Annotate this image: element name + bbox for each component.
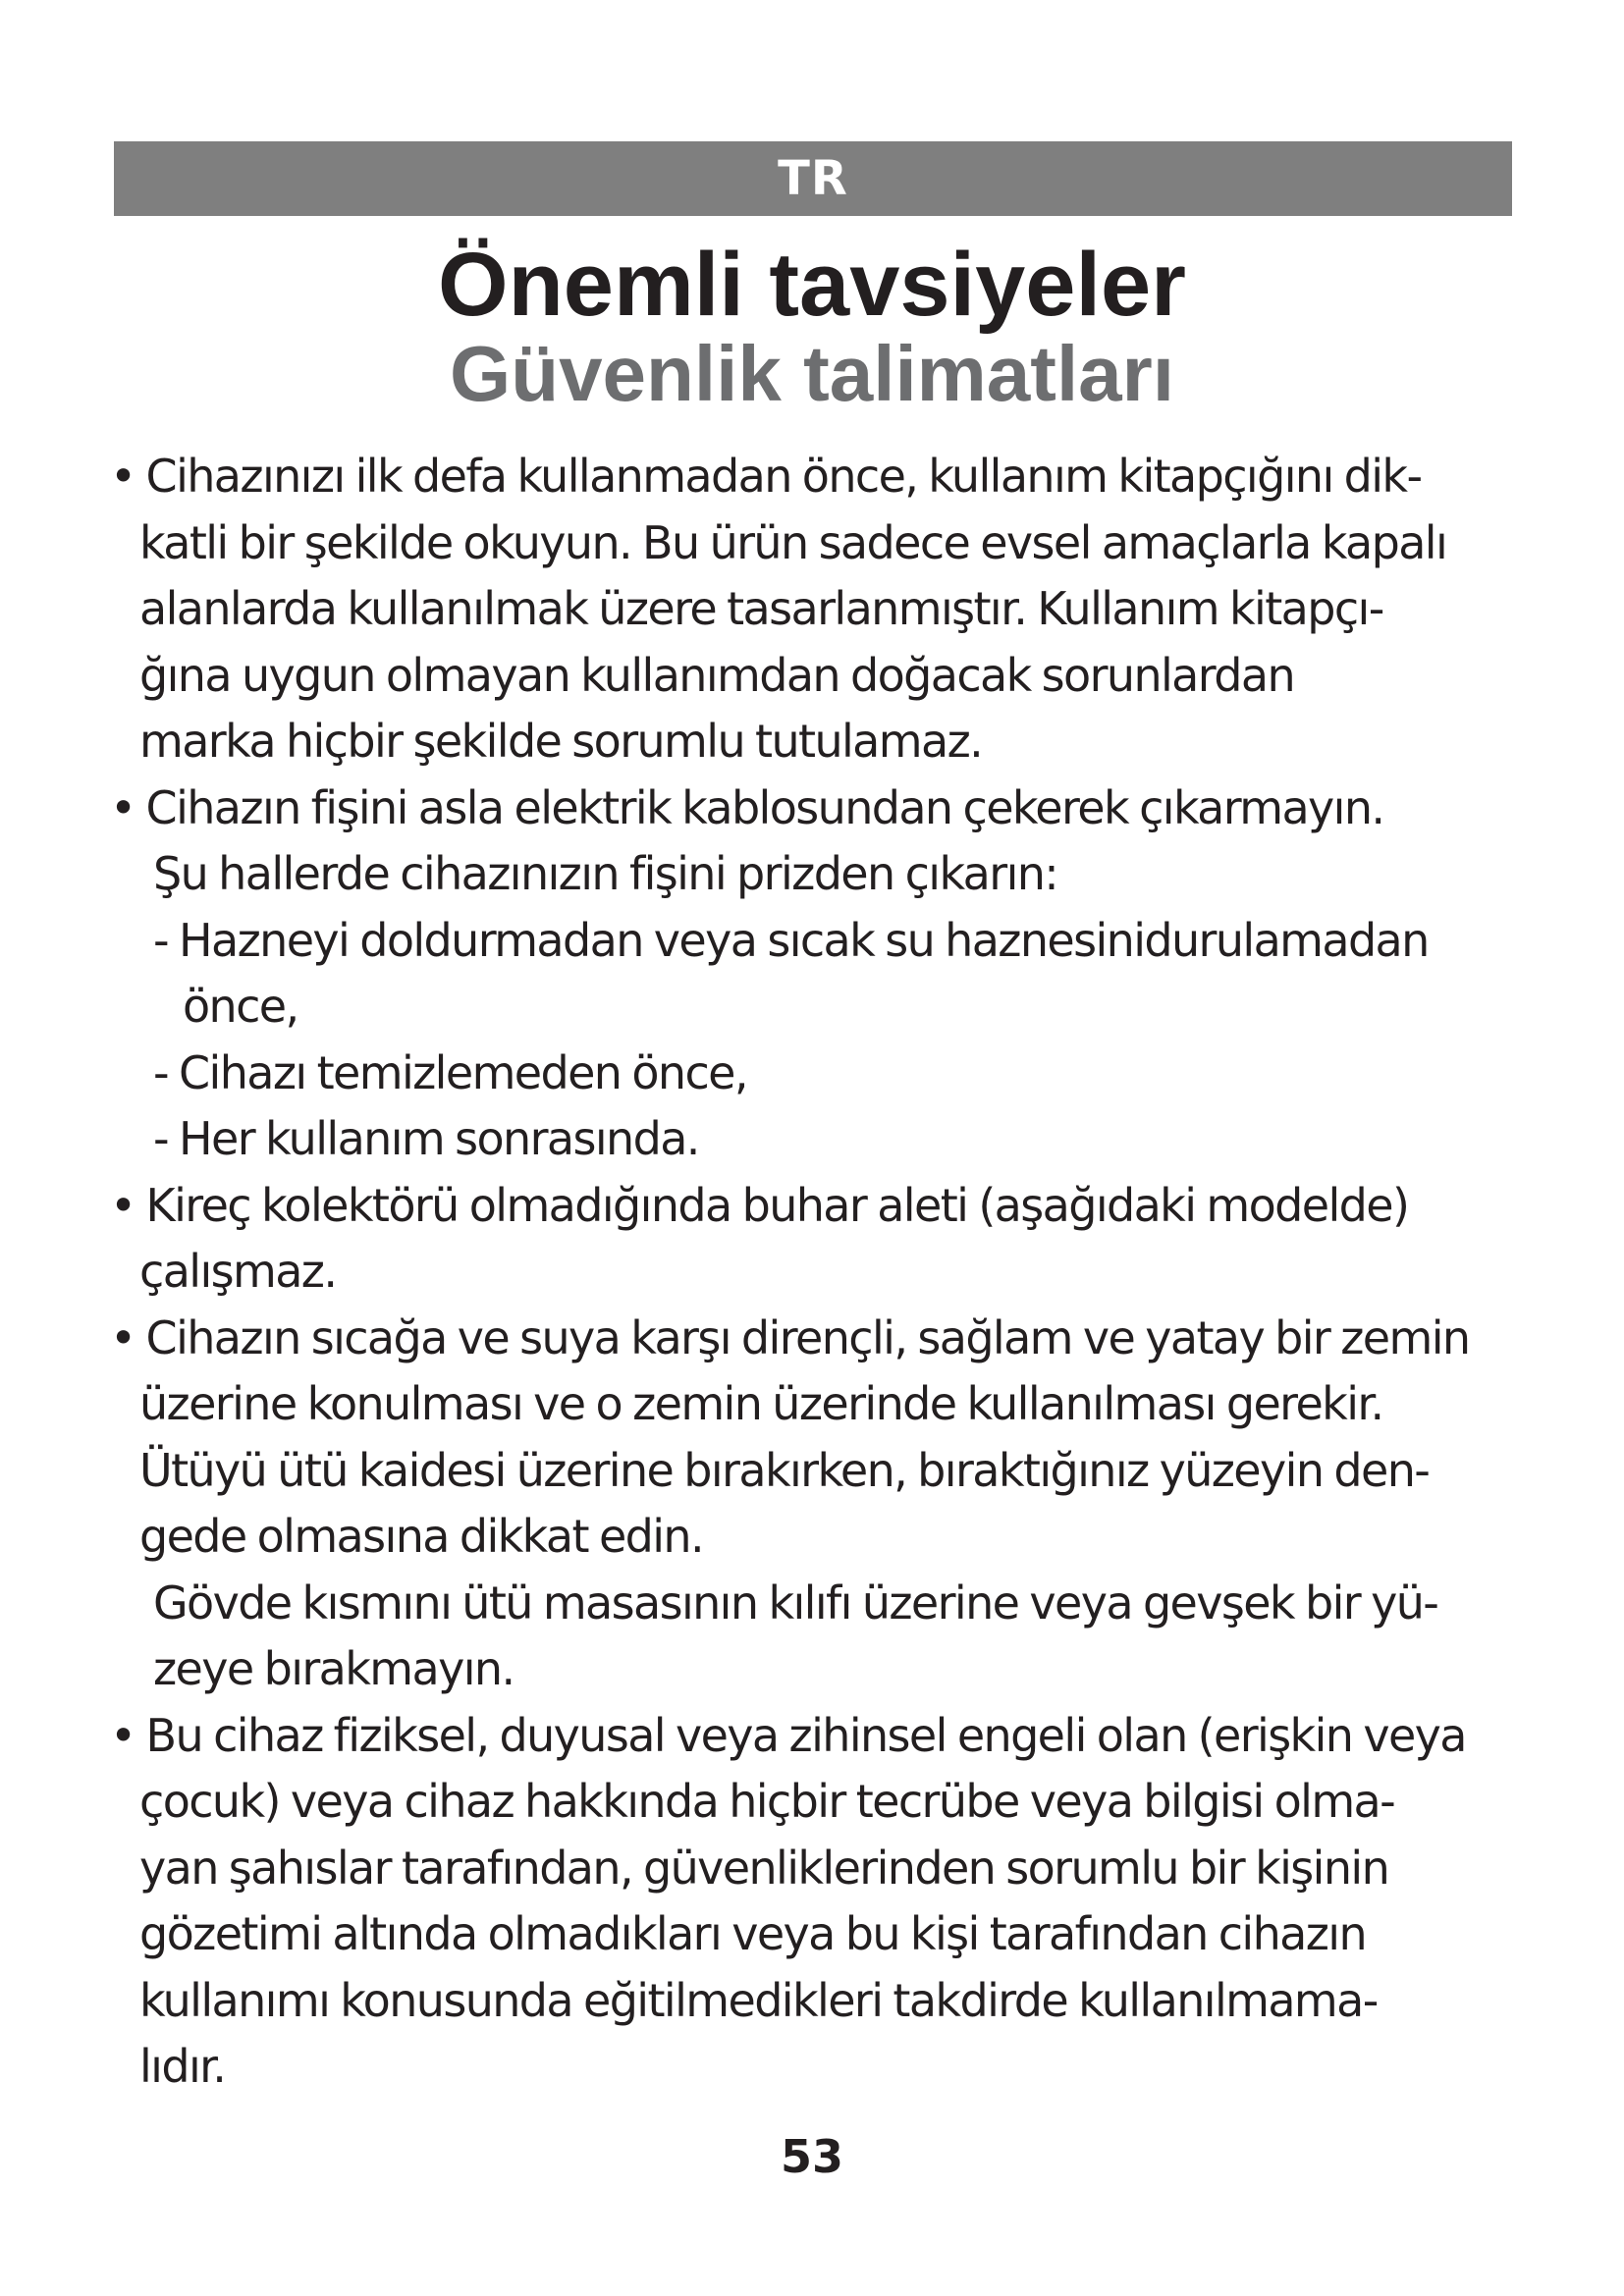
- text-line: • Cihazın sıcağa ve suya karşı dirençli, sağlam ve yatay bir zemin: [110, 1310, 1470, 1364]
- text-line: önce,: [183, 980, 298, 1033]
- text-line: zeye bırakmayın.: [153, 1642, 514, 1695]
- text-line: ğına uygun olmayan kullanımdan doğacak sorunlardan: [139, 648, 1295, 702]
- page-subtitle: Güvenlik talimatları: [449, 330, 1175, 417]
- text-line: yan şahıslar tarafından, güvenliklerinden sorumlu bir kişinin: [139, 1841, 1389, 1895]
- text-line: Şu hallerde cihazınızın fişini prizden çıkarın:: [153, 847, 1058, 900]
- text-line: Gövde kısmını ütü masasının kılıfı üzerine veya gevşek bir yü-: [153, 1575, 1438, 1629]
- text-line: gözetimi altında olmadıkları veya bu kişi tarafından cihazın: [139, 1907, 1367, 1960]
- text-line: • Cihazın fişini asla elektrik kablosundan çekerek çıkarmayın.: [110, 780, 1384, 834]
- text-line: çocuk) veya cihaz hakkında hiçbir tecrübe veya bilgisi olma-: [139, 1775, 1395, 1828]
- text-line: alanlarda kullanılmak üzere tasarlanmıştır. Kullanım kitapçı-: [139, 582, 1383, 635]
- text-line: kullanımı konusunda eğitilmedikleri takdirde kullanılmama-: [139, 1973, 1378, 2027]
- safety-instructions: [110, 444, 1573, 2101]
- language-bar: [114, 141, 1512, 216]
- text-line: katli bir şekilde okuyun. Bu ürün sadece evsel amaçlarla kapalı: [139, 515, 1447, 569]
- text-line: gede olmasına dikkat edin.: [139, 1510, 704, 1563]
- text-line: Ütüyü ütü kaidesi üzerine bırakırken, bıraktığınız yüzeyin den-: [139, 1443, 1430, 1497]
- page-number: 53: [780, 2130, 843, 2183]
- page-title: Önemli tavsiyeler: [438, 235, 1186, 335]
- text-line: marka hiçbir şekilde sorumlu tutulamaz.: [139, 715, 983, 768]
- text-line: - Her kullanım sonrasında.: [153, 1112, 699, 1165]
- text-line: • Cihazınızı ilk defa kullanmadan önce, kullanım kitapçığını dik-: [110, 450, 1422, 503]
- text-line: • Kireç kolektörü olmadığında buhar aleti (aşağıdaki modelde): [110, 1178, 1409, 1232]
- text-line: üzerine konulması ve o zemin üzerinde kullanılması gerekir.: [139, 1377, 1383, 1430]
- text-line: çalışmaz.: [139, 1245, 337, 1298]
- text-line: lıdır.: [139, 2040, 226, 2093]
- text-line: - Hazneyi doldurmadan veya sıcak su haznesinidurulamadan: [153, 913, 1429, 967]
- language-code: TR: [778, 151, 848, 206]
- text-line: - Cihazı temizlemeden önce,: [153, 1045, 747, 1099]
- text-line: • Bu cihaz fiziksel, duyusal veya zihinsel engeli olan (erişkin veya: [110, 1708, 1466, 1762]
